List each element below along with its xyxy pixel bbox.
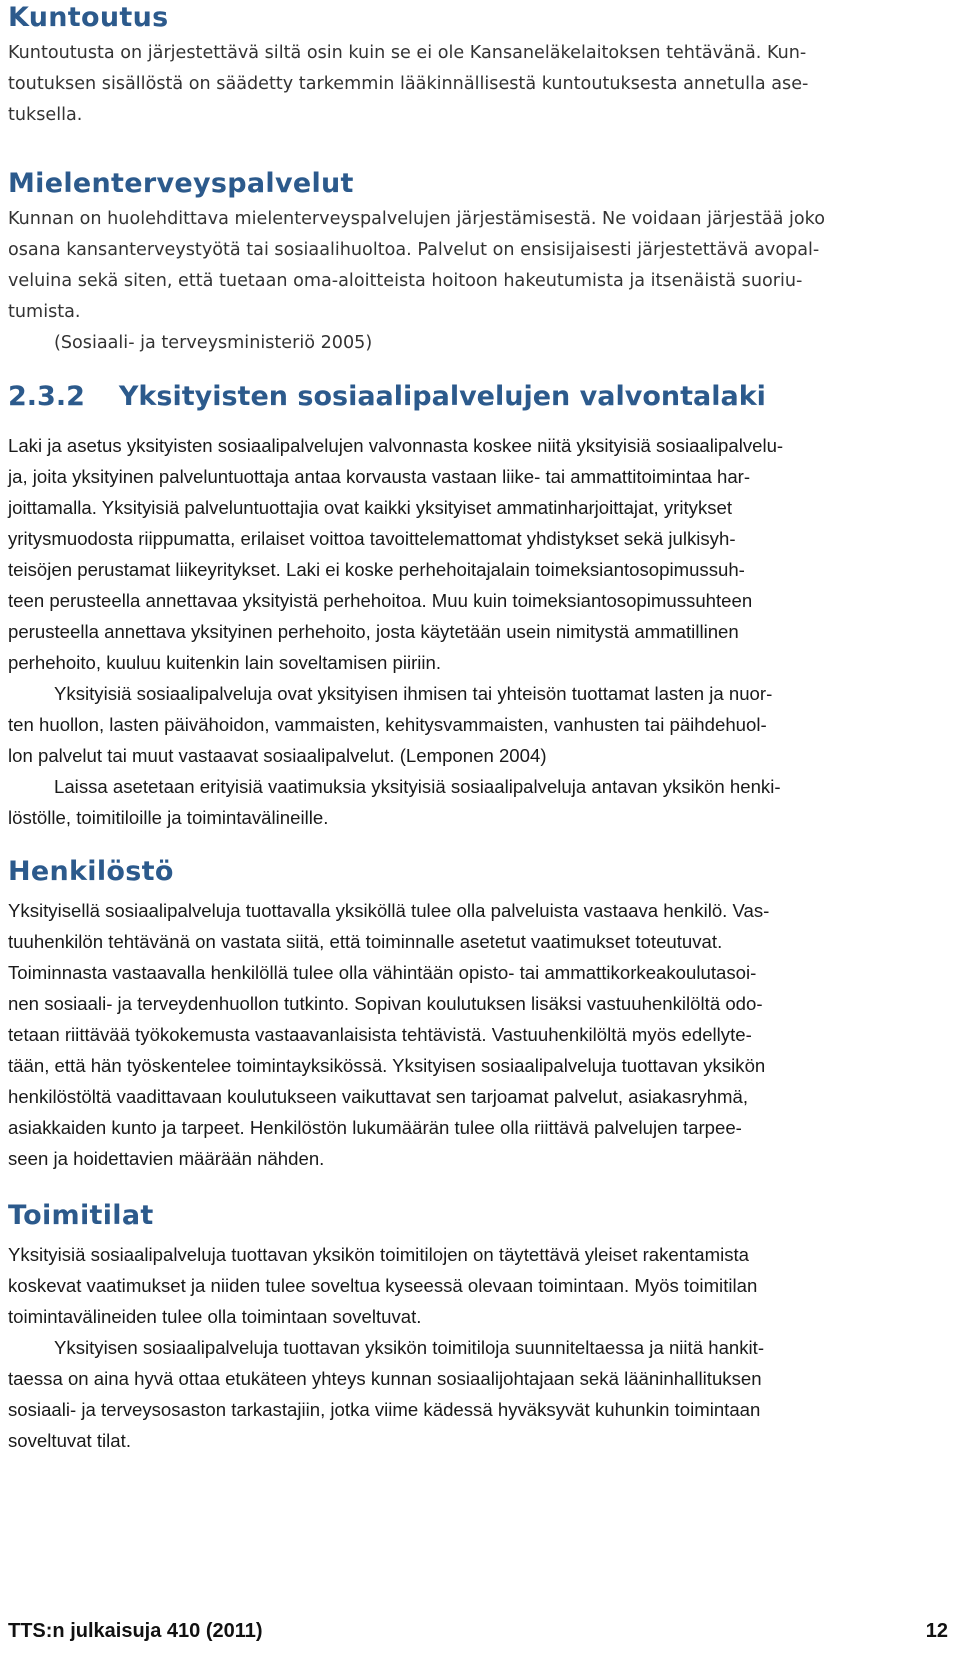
text-line: toutuksen sisällöstä on säädetty tarkemmin lääkinnällisestä kuntoutuksesta annetulla ase- — [8, 74, 809, 94]
text-line: sosiaali- ja terveysosaston tarkastajiin, jotka viime kädessä hyväksyvät kuhunkin toimintaan — [8, 1399, 761, 1420]
text-line: tuuhenkilön tehtävänä on vastata siitä, että toiminnalle asetetut vaatimukset toteutuvat. — [8, 931, 723, 952]
publication-label: TTS:n julkaisuja 410 (2011) — [8, 1620, 263, 1642]
text-line: perhehoito, kuuluu kuitenkin lain soveltamisen piiriin. — [8, 652, 442, 673]
text-line: lon palvelut tai muut vastaavat sosiaalipalvelut. (Lemponen 2004) — [8, 745, 547, 766]
text-line: joittamalla. Yksityisiä palveluntuottajia ovat kaikki yksityiset ammatinharjoittajat, yritykset — [8, 497, 733, 518]
text-line: taessa on aina hyvä ottaa etukäteen yhteys kunnan sosiaalijohtajaan sekä lääninhallituksen — [8, 1368, 762, 1389]
heading-toimitilat: Toimitilat — [8, 1200, 154, 1231]
text-line: koskevat vaatimukset ja niiden tulee soveltua kyseessä olevaan toimintaan. Myös toimitilan — [8, 1275, 758, 1296]
section-number: 2.3.2 — [8, 381, 85, 412]
text-line: Kunnan on huolehdittava mielenterveyspalvelujen järjestämisestä. Ne voidaan järjestää joko — [8, 209, 825, 229]
paragraph-valvontalaki-1 — [8, 430, 943, 833]
text-line: Laki ja asetus yksityisten sosiaalipalvelujen valvonnasta koskee niitä yksityisiä sosiaalipalvelu- — [8, 435, 784, 456]
text-line: ja, joita yksityinen palveluntuottaja antaa korvausta vastaan liike- tai ammattitoimintaa har- — [8, 466, 751, 487]
heading-mielenterveyspalvelut: Mielenterveyspalvelut — [8, 168, 354, 199]
text-line: Kuntoutusta on järjestettävä siltä osin kuin se ei ole Kansaneläkelaitoksen tehtävänä. Kun- — [8, 43, 807, 63]
text-line: yritysmuodosta riippumatta, erilaiset voittoa tavoittelemattomat yhdistykset sekä julkisyh- — [8, 528, 736, 549]
text-line: seen ja hoidettavien määrään nähden. — [8, 1148, 325, 1169]
paragraph-henkilosto — [8, 895, 943, 1174]
text-line: Laissa asetetaan erityisiä vaatimuksia yksityisiä sosiaalipalveluja antavan yksikön henki- — [54, 776, 781, 797]
text-line: tetaan riittävää työkokemusta vastaavanlaisista tehtävistä. Vastuuhenkilöltä myös edellyte- — [8, 1024, 752, 1045]
text-line: Yksityisiä sosiaalipalveluja tuottavan yksikön toimitilojen on täytettävä yleiset rakentamista — [8, 1244, 750, 1265]
text-line: tään, että hän työskentelee toimintayksikössä. Yksityisen sosiaalipalveluja tuottavan yksikön — [8, 1055, 766, 1076]
text-line: Yksityisiä sosiaalipalveluja ovat yksityisen ihmisen tai yhteisön tuottamat lasten ja nuor- — [54, 683, 773, 704]
text-line: teisöjen perustamat liikeyritykset. Laki ei koske perhehoitajalain toimeksiantosopimussuh- — [8, 559, 745, 580]
text-line: toimintavälineiden tulee olla toimintaan soveltuvat. — [8, 1306, 422, 1327]
heading-2-3-2 — [8, 381, 766, 412]
section-title: Yksityisten sosiaalipalvelujen valvontalaki — [118, 381, 766, 412]
paragraph-toimitilat — [8, 1239, 943, 1456]
text-line: asiakkaiden kunto ja tarpeet. Henkilöstön lukumäärän tulee olla riittävä palvelujen tarpee- — [8, 1117, 742, 1138]
text-line: teen perusteella annettavaa yksityistä perhehoitoa. Muu kuin toimeksiantosopimussuhteen — [8, 590, 753, 611]
text-line: löstölle, toimitiloille ja toimintavälineille. — [8, 807, 329, 828]
text-line: perusteella annettava yksityinen perhehoito, josta käytetään usein nimitystä ammatillinen — [8, 621, 739, 642]
text-line: tumista. — [8, 302, 81, 322]
text-line: veluina sekä siten, että tuetaan oma-aloitteista hoitoon hakeutumista ja itsenäistä suoriu- — [8, 271, 803, 291]
heading-henkilosto: Henkilöstö — [8, 856, 174, 887]
text-line: nen sosiaali- ja terveydenhuollon tutkinto. Sopivan koulutuksen lisäksi vastuuhenkilöltä odo- — [8, 993, 763, 1014]
text-line: tuksella. — [8, 105, 83, 125]
text-line: henkilöstöltä vaadittavaan koulutukseen vaikuttavat sen tarjoamat palvelut, asiakasryhmä, — [8, 1086, 749, 1107]
paragraph-kuntoutus — [8, 38, 943, 131]
text-line: soveltuvat tilat. — [8, 1430, 131, 1451]
text-line: Yksityisellä sosiaalipalveluja tuottavalla yksiköllä tulee olla palveluista vastaava henkilö. Vas- — [8, 900, 770, 921]
paragraph-mielenterveyspalvelut — [8, 204, 943, 359]
text-line: ten huollon, lasten päivähoidon, vammaisten, kehitysvammaisten, vanhusten tai päihdehuol- — [8, 714, 767, 735]
heading-kuntoutus: Kuntoutus — [8, 2, 169, 33]
text-line: osana kansanterveystyötä tai sosiaalihuoltoa. Palvelut on ensisijaisesti järjestettävä avopal- — [8, 240, 820, 260]
source-citation: (Sosiaali- ja terveysministeriö 2005) — [54, 333, 373, 353]
text-line: Toiminnasta vastaavalla henkilöllä tulee olla vähintään opisto- tai ammattikorkeakoulutasoi- — [8, 962, 757, 983]
text-line: Yksityisen sosiaalipalveluja tuottavan yksikön toimitiloja suunniteltaessa ja niitä hankit- — [54, 1337, 765, 1358]
page-number: 12 — [925, 1620, 948, 1642]
